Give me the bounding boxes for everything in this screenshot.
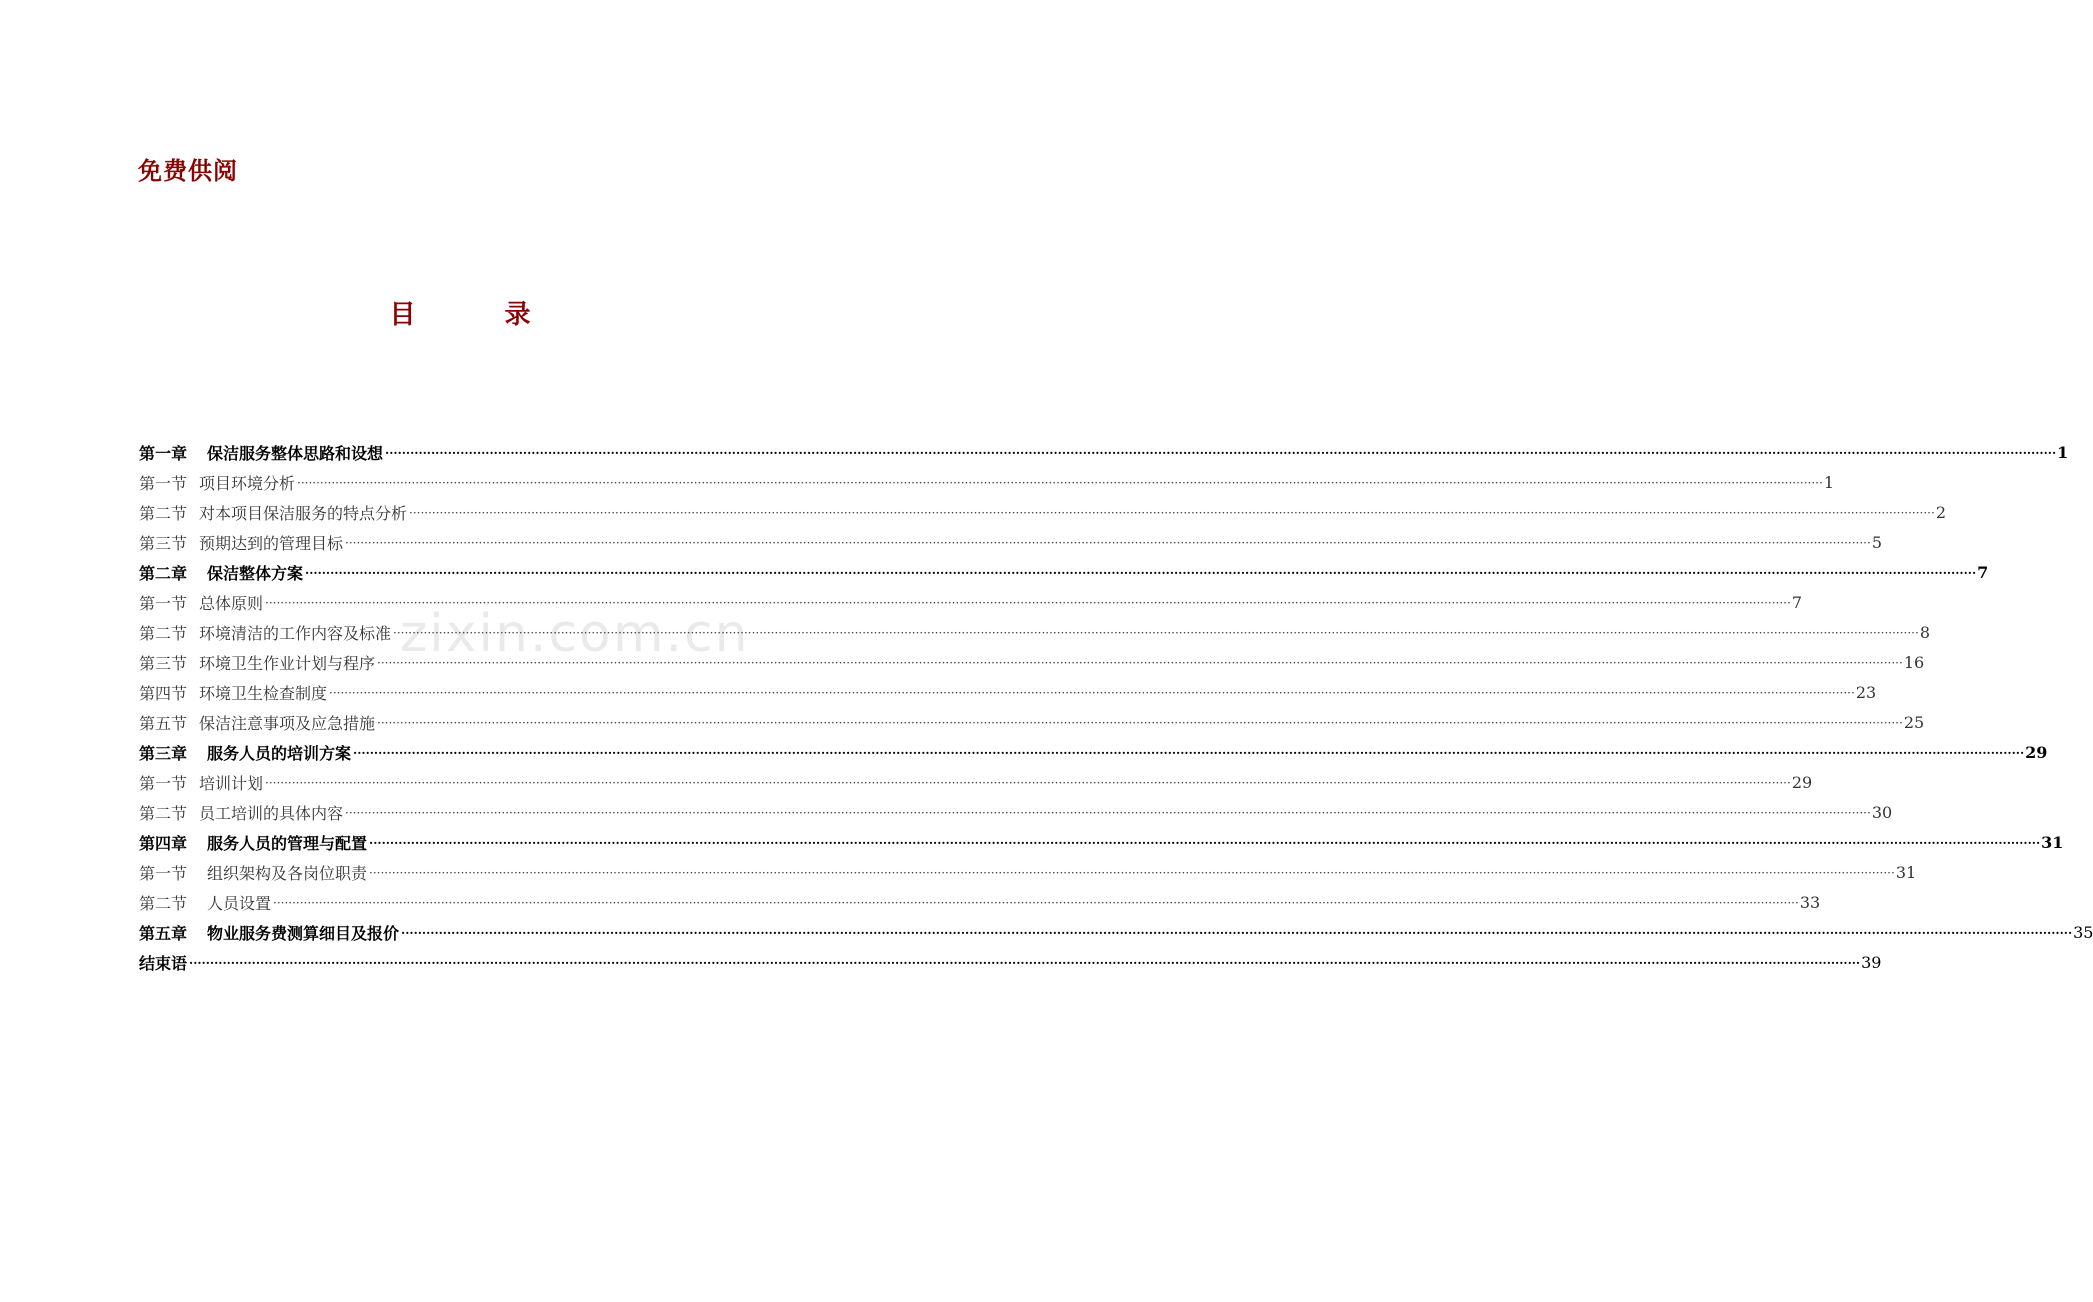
- toc-chapter-row[interactable]: [139, 917, 2093, 947]
- toc-entry-number: 第三章: [139, 743, 188, 763]
- toc-entry-title: 员工培训的具体内容: [199, 803, 344, 823]
- toc-page-number: 7: [1977, 562, 1989, 582]
- toc-leader-dots: ················································································································································································································································································································································································································: [345, 806, 1871, 820]
- toc-section-row[interactable]: [139, 467, 1834, 497]
- toc-chapter-row[interactable]: [139, 827, 2064, 857]
- toc-entry-number: 第五节: [139, 713, 188, 733]
- toc-page-number: 5: [1871, 532, 1882, 552]
- toc-entry-title: 保洁注意事项及应急措施: [199, 713, 376, 733]
- toc-entry-label: [139, 921, 401, 944]
- toc-entry-label: [139, 441, 385, 464]
- toc-page-number: 16: [1903, 652, 1925, 672]
- toc-entry-number: 第四章: [139, 833, 188, 853]
- toc-entry-label: [139, 771, 265, 794]
- toc-entry-label: [139, 681, 329, 704]
- toc-entry-label: [139, 711, 377, 734]
- toc-entry-title: 保洁整体方案: [207, 563, 304, 583]
- toc-section-row[interactable]: [139, 497, 1946, 527]
- toc-leader-dots: ················································································································································································································································································································································································································: [273, 896, 1799, 910]
- toc-entry-title: 服务人员的管理与配置: [207, 833, 368, 853]
- toc-section-row[interactable]: [139, 587, 1802, 617]
- toc-page-number: 39: [1861, 952, 1882, 972]
- toc-section-row[interactable]: [139, 797, 1893, 827]
- toc-section-row[interactable]: [139, 887, 1821, 917]
- toc-leader-dots: ················································································································································································································································································································································································································: [265, 776, 1791, 790]
- toc-entry-title: 物业服务费测算细目及报价: [207, 923, 400, 943]
- toc-leader-dots: ················································································································································································································································································································································································································: [189, 956, 1861, 970]
- toc-page-number: 31: [1895, 862, 1917, 882]
- toc-leader-dots: ················································································································································································································································································································································································································: [345, 536, 1871, 550]
- toc-entry-title: 人员设置: [207, 893, 272, 913]
- toc-entry-label: [139, 741, 353, 764]
- toc-entry-label: [139, 831, 369, 854]
- toc-leader-dots: ················································································································································································································································································································································································································: [401, 926, 2073, 940]
- toc-entry-number: 第一节: [139, 773, 188, 793]
- toc-section-row[interactable]: [139, 527, 1882, 557]
- toc-entry-label: [139, 801, 345, 824]
- toc-leader-dots: ················································································································································································································································································································································································································: [305, 566, 1977, 580]
- toc-entry-title: 结束语: [139, 953, 188, 973]
- toc-entry-label: [139, 861, 369, 884]
- toc-entry-title: 总体原则: [199, 593, 264, 613]
- toc-entry-title: 环境卫生检查制度: [199, 683, 328, 703]
- toc-entry-title: 培训计划: [199, 773, 264, 793]
- toc-entry-label: [139, 891, 273, 914]
- toc-leader-dots: ················································································································································································································································································································································································································: [369, 836, 2041, 850]
- toc-section-row[interactable]: [139, 647, 1925, 677]
- toc-leader-dots: ················································································································································································································································································································································································································: [265, 596, 1791, 610]
- toc-chapter-row[interactable]: [139, 557, 1989, 587]
- toc-page-number: 33: [1799, 892, 1821, 912]
- toc-page-number: 25: [1903, 712, 1925, 732]
- toc-leader-dots: ················································································································································································································································································································································································································: [377, 656, 1903, 670]
- toc-leader-dots: ················································································································································································································································································································································································································: [377, 716, 1903, 730]
- toc-entry-title: 对本项目保洁服务的特点分析: [199, 503, 408, 523]
- toc-entry-label: [139, 951, 189, 974]
- toc-entry-number: 第一节: [139, 473, 188, 493]
- toc-entry-title: 项目环境分析: [199, 473, 296, 493]
- toc-entry-number: 第三节: [139, 533, 188, 553]
- free-preview-stamp: 免费供阅: [138, 157, 238, 185]
- toc-section-row[interactable]: [139, 707, 1925, 737]
- toc-chapter-row[interactable]: [139, 737, 2048, 767]
- toc-entry-number: 第一章: [139, 443, 188, 463]
- toc-entry-number: 第三节: [139, 653, 188, 673]
- toc-entry-number: 第一节: [139, 593, 188, 613]
- toc-entry-label: [139, 621, 393, 644]
- toc-leader-dots: ················································································································································································································································································································································································································: [353, 746, 2025, 760]
- toc-leader-dots: ················································································································································································································································································································································································································: [369, 866, 1895, 880]
- toc-page-number: 1: [2057, 442, 2069, 462]
- toc-entry-title: 预期达到的管理目标: [199, 533, 344, 553]
- site-watermark: zixin.com.cn: [400, 604, 750, 664]
- toc-entry-number: 第二节: [139, 623, 188, 643]
- toc-leader-dots: ················································································································································································································································································································································································································: [385, 446, 2057, 460]
- toc-page-number: 29: [1791, 772, 1813, 792]
- toc-title: 目 录: [389, 300, 571, 330]
- toc-entry-label: [139, 531, 345, 554]
- toc-entry-number: 第二节: [139, 803, 188, 823]
- toc-section-row[interactable]: [139, 677, 1877, 707]
- toc-entry-title: 组织架构及各岗位职责: [207, 863, 368, 883]
- toc-page-number: 23: [1855, 682, 1877, 702]
- toc-leader-dots: ················································································································································································································································································································································································································: [393, 626, 1919, 640]
- toc-leader-dots: ················································································································································································································································································································································································································: [329, 686, 1855, 700]
- toc-entry-number: 第一节: [139, 863, 188, 883]
- toc-entry-number: 第四节: [139, 683, 188, 703]
- toc-entry-title: 环境卫生作业计划与程序: [199, 653, 376, 673]
- toc-entry-title: 环境清洁的工作内容及标准: [199, 623, 392, 643]
- toc-chapter-row[interactable]: [139, 437, 2069, 467]
- toc-page-number: 1: [1823, 472, 1834, 492]
- toc-entry-label: [139, 501, 409, 524]
- toc-page-number: 7: [1791, 592, 1802, 612]
- toc-leader-dots: ················································································································································································································································································································································································································: [297, 476, 1823, 490]
- toc-entry-label: [139, 591, 265, 614]
- toc-section-row[interactable]: [139, 767, 1813, 797]
- toc-page-number: 30: [1871, 802, 1893, 822]
- toc-entry-number: 第二节: [139, 893, 188, 913]
- toc-entry-title: 服务人员的培训方案: [207, 743, 352, 763]
- toc-section-row[interactable]: [139, 857, 1917, 887]
- toc-entry-title: 保洁服务整体思路和设想: [207, 443, 384, 463]
- toc-entry-label: [139, 471, 297, 494]
- toc-page-number: 29: [2025, 742, 2048, 762]
- toc-chapter-row[interactable]: [139, 947, 1882, 977]
- toc-page-number: 2: [1935, 502, 1946, 522]
- toc-page-number: 8: [1919, 622, 1930, 642]
- toc-section-row[interactable]: [139, 617, 1930, 647]
- toc-entry-number: 第五章: [139, 923, 188, 943]
- table-of-contents: [139, 437, 2093, 977]
- toc-page-number: 31: [2041, 832, 2064, 852]
- toc-entry-label: [139, 561, 305, 584]
- toc-entry-label: [139, 651, 377, 674]
- toc-leader-dots: ················································································································································································································································································································································································································: [409, 506, 1935, 520]
- toc-entry-number: 第二节: [139, 503, 188, 523]
- toc-page-number: 35: [2073, 922, 2093, 942]
- toc-entry-number: 第二章: [139, 563, 188, 583]
